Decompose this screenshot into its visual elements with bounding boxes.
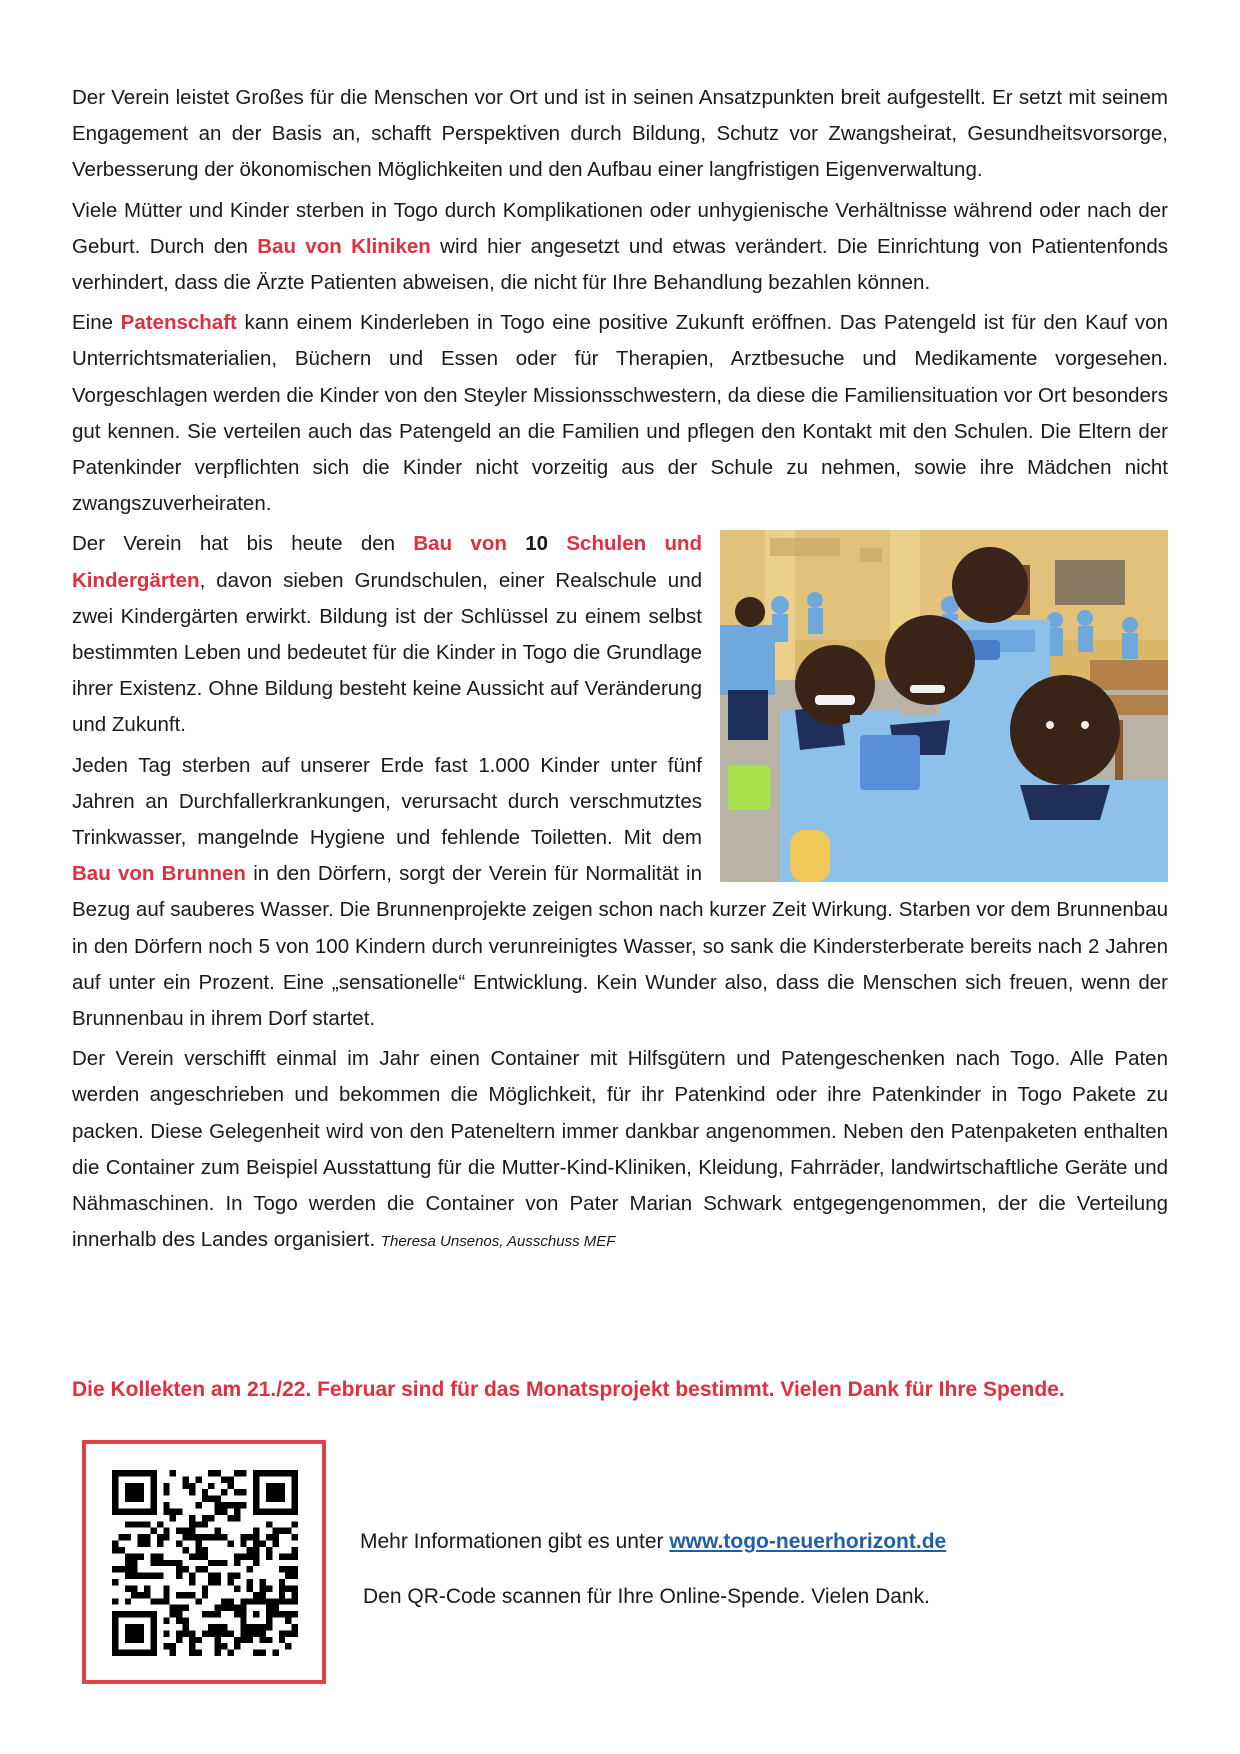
container-text: Der Verein verschifft einmal im Jahr einen Container mit Hilfsgütern und Patengeschenken nach Togo. Alle Paten werden angeschrieben und bekommen die Möglichkeit, für ihr Patenkind oder ihre Patenkinder in Togo Pakete zu packen. Diese Gelegenheit wird von den Pateneltern immer dankbar angenommen. Neben den Patenpaketen enthalten die Container zum Beispiel Ausstattung für die Mutter-Kind-Kliniken, Kleidung, Fahrräder, landwirtschaftliche Geräte und Nähmaschinen. In Togo werden die Container von Pater Marian Schwark entgegengenommen, der die Verteilung innerhalb des Landes organisiert. xyxy=(72,1047,1168,1252)
author-signature: Theresa Unsenos, Ausschuss MEF xyxy=(380,1233,616,1251)
schools-highlight-schools: Schulen und Kindergärten xyxy=(72,532,703,592)
website-link[interactable]: www.togo-neuerhorizont.de xyxy=(669,1530,947,1553)
school-children-photo xyxy=(720,530,1168,882)
paragraph-clinics xyxy=(72,193,1168,302)
clinics-text-before: Viele Mütter und Kinder sterben in Togo durch Komplikationen oder unhygienische Verhältnisse während oder nach der Geburt. Durch den xyxy=(72,198,1168,258)
schools-count: 10 xyxy=(525,532,549,556)
sponsorship-text-after: kann einem Kinderleben in Togo eine positive Zukunft eröffnen. Das Patengeld ist für den Kauf von Unterrichtsmaterialien, Büchern und Essen oder für Therapien, Arztbesuche und Medikamente vorgesehen. Vorgeschlagen werden die Kinder von den Steyler Missionsschwestern, da diese die Familiensituation vor Ort besonders gut kennen. Sie verteilen auch das Patengeld an die Familien und pflegen den Kontakt mit den Schulen. Die Eltern der Patenkinder verpflichten sich die Kinder nicht vorzeitig aus der Schule zu nehmen, sowie ihre Mädchen nicht zwangszuverheiraten. xyxy=(72,311,1168,516)
schools-text-after: , davon sieben Grundschulen, einer Realschule und zwei Kindergärten erwirkt. Bildung ist der Schlüssel zu einem selbst bestimmten Leben und bedeutet für die Kinder in Togo die Grundlage ihrer Existenz. Ohne Bildung besteht keine Aussicht auf Veränderung und Zukunft. xyxy=(72,568,702,737)
article xyxy=(72,80,1168,1265)
qr-instruction: Den QR-Code scannen für Ihre Online-Spende. Vielen Dank. xyxy=(363,1585,930,1608)
wells-highlight: Bau von Brunnen xyxy=(72,862,246,886)
collection-notice: Die Kollekten am 21./22. Februar sind für das Monatsprojekt bestimmt. Vielen Dank für Ihre Spende. xyxy=(72,1378,1065,1401)
sponsorship-text-before: Eine xyxy=(72,311,121,335)
clinics-highlight: Bau von Kliniken xyxy=(257,234,431,258)
wells-text-before: Jeden Tag sterben auf unserer Erde fast 1.000 Kinder unter fünf Jahren an Durchfallerkrankungen, verursacht durch verschmutztes Trinkwasser, mangelnde Hygiene und fehlende Toiletten. Mit dem xyxy=(72,753,702,850)
clinics-text-after: wird hier angesetzt und etwas verändert. Die Einrichtung von Patientenfonds verhindert, dass die Ärzte Patienten abweisen, die nicht für Ihre Behandlung bezahlen können. xyxy=(72,234,1168,295)
info-text: Mehr Informationen gibt es unter xyxy=(360,1530,670,1553)
paragraph-sponsorship xyxy=(72,305,1168,522)
wells-text-after: in den Dörfern, sorgt der Verein für Normalität in Bezug auf sauberes Wasser. Die Brunnenprojekte zeigen schon nach kurzer Zeit Wirkung. Starben vor dem Brunnenbau in den Dörfern noch 5 von 100 Kindern durch verunreinigtes Wasser, so sank die Kindersterberate bereits nach 2 Jahren auf unter ein Prozent. Eine „sensationelle“ Entwicklung. Kein Wunder also, dass die Menschen sich freuen, wenn der Brunnenbau in ihrem Dorf startet. xyxy=(72,862,1168,1031)
paragraph-container xyxy=(72,1041,1168,1260)
sponsorship-highlight: Patenschaft xyxy=(120,311,237,335)
schools-highlight-build: Bau von xyxy=(413,532,507,556)
qr-code-icon[interactable] xyxy=(112,1470,298,1656)
info-line xyxy=(360,1530,946,1554)
schools-text-before: Der Verein hat bis heute den xyxy=(72,532,414,556)
qr-code-frame xyxy=(82,1440,326,1684)
photo-illustration xyxy=(720,530,1168,882)
paragraph-intro: Der Verein leistet Großes für die Menschen vor Ort und ist in seinen Ansatzpunkten breit aufgestellt. Er setzt mit seinem Engagement an der Basis an, schafft Perspektiven durch Bildung, Schutz vor Zwangsheirat, Gesundheitsvorsorge, Verbesserung der ökonomischen Möglichkeiten und den Aufbau einer langfristigen Eigenverwaltung. xyxy=(72,86,1168,182)
